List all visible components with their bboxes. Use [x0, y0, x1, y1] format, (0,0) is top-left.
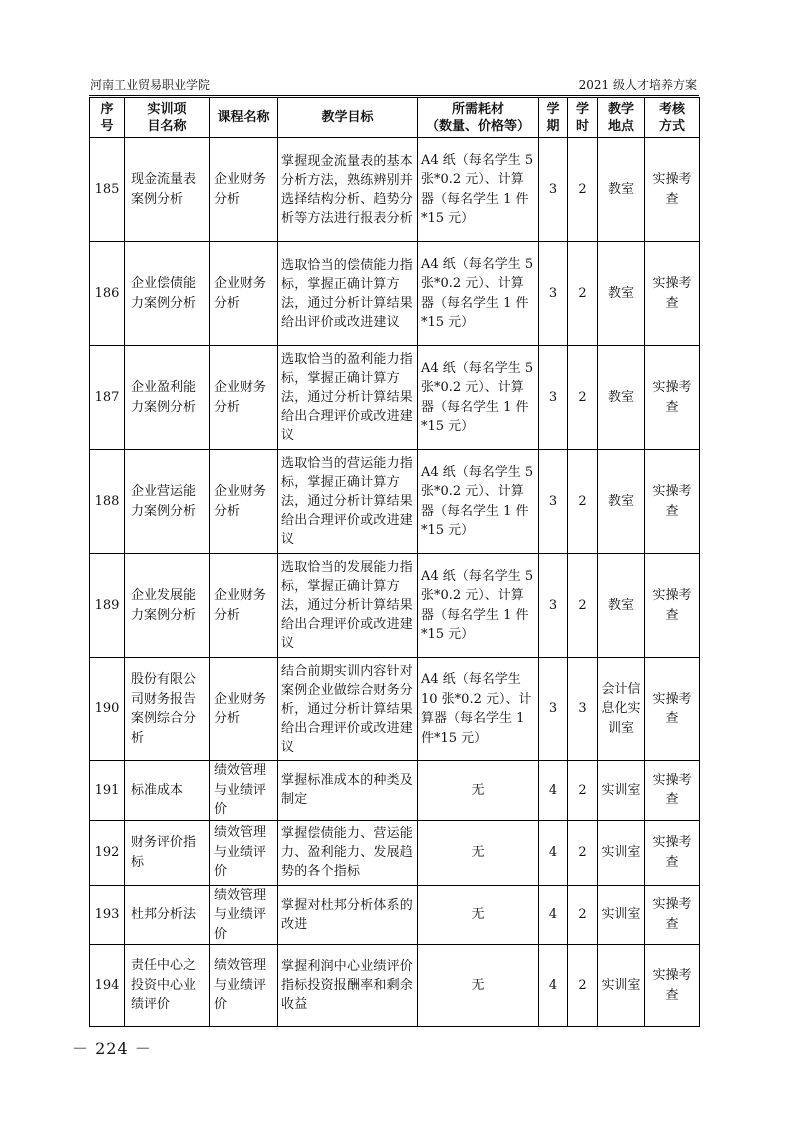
term: 3 — [539, 450, 568, 554]
col-header-materials: 所需耗材 （数量、价格等） — [418, 98, 539, 138]
exam-method: 实操考查 — [645, 554, 700, 658]
course-name: 企业财务分析 — [210, 346, 278, 450]
course-name: 绩效管理与业绩评价 — [210, 945, 278, 1027]
location: 教室 — [598, 554, 645, 658]
table-row — [90, 138, 700, 242]
materials: A4 纸（每名学生 10 张*0.2 元）、计算器（每名学生 1 件*15 元） — [418, 658, 539, 761]
table-row — [90, 885, 700, 945]
row-number: 194 — [90, 945, 125, 1027]
materials: A4 纸（每名学生 5 张*0.2 元）、计算器（每名学生 1 件*15 元） — [418, 450, 539, 554]
course-name: 企业财务分析 — [210, 554, 278, 658]
location: 教室 — [598, 346, 645, 450]
col-header-term: 学 期 — [539, 98, 568, 138]
materials: 无 — [418, 820, 539, 885]
term: 3 — [539, 658, 568, 761]
term: 4 — [539, 885, 568, 945]
row-number: 189 — [90, 554, 125, 658]
teaching-goal: 掌握现金流量表的基本分析方法，熟练辨别并选择结构分析、趋势分析等方法进行报表分析 — [278, 138, 418, 242]
header-doc-title: 2021 级人才培养方案 — [578, 78, 697, 92]
hours: 2 — [568, 346, 598, 450]
course-name: 企业财务分析 — [210, 658, 278, 761]
teaching-goal: 掌握偿债能力、营运能力、盈利能力、发展趋势的各个指标 — [278, 820, 418, 885]
table-row — [90, 945, 700, 1027]
page-number: － 224 － — [72, 1039, 152, 1058]
location: 实训室 — [598, 885, 645, 945]
course-name: 企业财务分析 — [210, 138, 278, 242]
teaching-goal: 掌握利润中心业绩评价指标投资报酬率和剩余收益 — [278, 945, 418, 1027]
term: 3 — [539, 346, 568, 450]
exam-method: 实操考查 — [645, 658, 700, 761]
course-name: 绩效管理与业绩评价 — [210, 885, 278, 945]
term: 4 — [539, 945, 568, 1027]
row-number: 188 — [90, 450, 125, 554]
row-number: 187 — [90, 346, 125, 450]
project-name: 企业盈利能力案例分析 — [125, 346, 210, 450]
project-name: 标准成本 — [125, 761, 210, 821]
row-number: 193 — [90, 885, 125, 945]
hours: 2 — [568, 450, 598, 554]
col-header-course: 课程名称 — [210, 98, 278, 138]
term: 3 — [539, 242, 568, 346]
table-row — [90, 761, 700, 821]
project-name: 企业偿债能力案例分析 — [125, 242, 210, 346]
materials: A4 纸（每名学生 5 张*0.2 元）、计算器（每名学生 1 件*15 元） — [418, 242, 539, 346]
term: 3 — [539, 138, 568, 242]
col-header-exam: 考核 方式 — [645, 98, 700, 138]
materials: 无 — [418, 945, 539, 1027]
col-header-location: 教学 地点 — [598, 98, 645, 138]
training-table — [89, 97, 700, 1027]
row-number: 191 — [90, 761, 125, 821]
teaching-goal: 选取恰当的盈利能力指标，掌握正确计算方法，通过分析计算结果给出合理评价或改进建议 — [278, 346, 418, 450]
term: 4 — [539, 820, 568, 885]
teaching-goal: 掌握对杜邦分析体系的改进 — [278, 885, 418, 945]
location: 教室 — [598, 242, 645, 346]
location: 实训室 — [598, 945, 645, 1027]
exam-method: 实操考查 — [645, 242, 700, 346]
row-number: 190 — [90, 658, 125, 761]
teaching-goal: 选取恰当的营运能力指标，掌握正确计算方法，通过分析计算结果给出合理评价或改进建议 — [278, 450, 418, 554]
materials: A4 纸（每名学生 5 张*0.2 元）、计算器（每名学生 1 件*15 元） — [418, 138, 539, 242]
location: 教室 — [598, 450, 645, 554]
row-number: 192 — [90, 820, 125, 885]
course-name: 绩效管理与业绩评价 — [210, 761, 278, 821]
project-name: 责任中心之投资中心业绩评价 — [125, 945, 210, 1027]
table-row — [90, 820, 700, 885]
exam-method: 实操考查 — [645, 346, 700, 450]
table-row — [90, 346, 700, 450]
table-header-row — [90, 98, 700, 138]
hours: 2 — [568, 761, 598, 821]
row-number: 186 — [90, 242, 125, 346]
table-row — [90, 658, 700, 761]
col-header-project: 实训项 目名称 — [125, 98, 210, 138]
exam-method: 实操考查 — [645, 945, 700, 1027]
table-row — [90, 242, 700, 346]
exam-method: 实操考查 — [645, 885, 700, 945]
materials: A4 纸（每名学生 5 张*0.2 元）、计算器（每名学生 1 件*15 元） — [418, 554, 539, 658]
header-school: 河南工业贸易职业学院 — [90, 78, 211, 92]
hours: 2 — [568, 885, 598, 945]
project-name: 企业发展能力案例分析 — [125, 554, 210, 658]
hours: 3 — [568, 658, 598, 761]
table-row — [90, 554, 700, 658]
teaching-goal: 掌握标准成本的种类及制定 — [278, 761, 418, 821]
location: 教室 — [598, 138, 645, 242]
materials: 无 — [418, 761, 539, 821]
course-name: 绩效管理与业绩评价 — [210, 820, 278, 885]
project-name: 杜邦分析法 — [125, 885, 210, 945]
exam-method: 实操考查 — [645, 820, 700, 885]
teaching-goal: 结合前期实训内容针对案例企业做综合财务分析，通过分析计算结果给出合理评价或改进建议 — [278, 658, 418, 761]
exam-method: 实操考查 — [645, 450, 700, 554]
exam-method: 实操考查 — [645, 138, 700, 242]
term: 4 — [539, 761, 568, 821]
header-rule — [89, 95, 699, 96]
materials: A4 纸（每名学生 5 张*0.2 元）、计算器（每名学生 1 件*15 元） — [418, 346, 539, 450]
project-name: 现金流量表案例分析 — [125, 138, 210, 242]
exam-method: 实操考查 — [645, 761, 700, 821]
project-name: 股份有限公司财务报告案例综合分析 — [125, 658, 210, 761]
course-name: 企业财务分析 — [210, 242, 278, 346]
col-header-goal: 教学目标 — [278, 98, 418, 138]
table-row — [90, 450, 700, 554]
location: 实训室 — [598, 820, 645, 885]
project-name: 企业营运能力案例分析 — [125, 450, 210, 554]
materials: 无 — [418, 885, 539, 945]
hours: 2 — [568, 242, 598, 346]
term: 3 — [539, 554, 568, 658]
row-number: 185 — [90, 138, 125, 242]
hours: 2 — [568, 138, 598, 242]
course-name: 企业财务分析 — [210, 450, 278, 554]
hours: 2 — [568, 820, 598, 885]
hours: 2 — [568, 945, 598, 1027]
col-header-no: 序 号 — [90, 98, 125, 138]
teaching-goal: 选取恰当的偿债能力指标，掌握正确计算方法，通过分析计算结果给出评价或改进建议 — [278, 242, 418, 346]
location: 会计信息化实训室 — [598, 658, 645, 761]
location: 实训室 — [598, 761, 645, 821]
teaching-goal: 选取恰当的发展能力指标，掌握正确计算方法，通过分析计算结果给出合理评价或改进建议 — [278, 554, 418, 658]
hours: 2 — [568, 554, 598, 658]
project-name: 财务评价指标 — [125, 820, 210, 885]
col-header-hours: 学 时 — [568, 98, 598, 138]
